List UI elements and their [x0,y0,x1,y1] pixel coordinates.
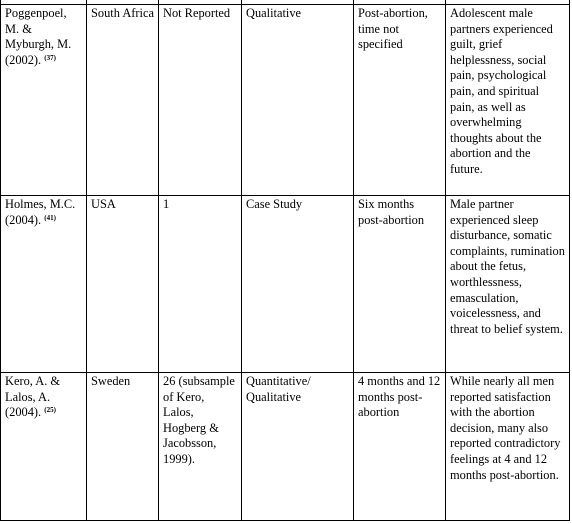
country-cell [87,373,159,521]
reference-number: (25) [44,406,56,415]
time-text: Post-abortion, time not specified [358,6,428,52]
findings-text: While nearly all men reported satisfaction with the abortion decision, many also reported contradictory feelings at 4 and 12 months post-abortion. [450,374,561,482]
findings-cell [446,196,570,373]
design-cell [242,196,354,373]
time-text: Six months post-abortion [358,197,425,227]
design-text: Case Study [246,197,303,211]
country-cell [87,5,159,196]
findings-text: Male partner experienced sleep disturbance, somatic complaints, rumination about the fetus, worthlessness, emasculation, voicelessness, and threat to belief system. [450,197,565,336]
sample-cell [159,196,242,373]
sample-cell [159,373,242,521]
sample-text: 1 [163,197,170,211]
time-cell [354,373,446,521]
findings-cell [446,373,570,521]
country-text: Sweden [91,374,131,388]
time-cell [354,5,446,196]
findings-cell [446,5,570,196]
country-text: USA [91,197,116,211]
country-cell [87,196,159,373]
design-text: Quantitative/ Qualitative [246,374,311,404]
findings-text: Adolescent male partners experienced guilt, grief helplessness, social pain, psychological pain, and spiritual pain, as well as overwhelming thoughts about the abortion and the future. [450,6,553,176]
reference-number: (41) [44,213,56,222]
study-cell [1,5,87,196]
time-cell [354,196,446,373]
country-text: South Africa [91,6,154,20]
study-citation: Holmes, M.C. (2004). [5,197,76,227]
table-row [1,5,570,196]
design-cell [242,5,354,196]
study-cell [1,373,87,521]
study-citation: Kero, A. & Lalos, A. (2004). [5,374,61,420]
study-cell [1,196,87,373]
time-text: 4 months and 12 months post-abortion [358,374,441,420]
sample-text: Not Reported [163,6,231,20]
study-citation: Poggenpoel, M. & Myburgh, M. (2002). [5,6,72,67]
table-row [1,196,570,373]
design-cell [242,373,354,521]
sample-text: 26 (subsample of Kero, Lalos, Hogberg & Jacobsson, 1999). [163,374,235,466]
table-row [1,373,570,521]
sample-cell [159,5,242,196]
design-text: Qualitative [246,6,302,20]
reference-number: (37) [44,53,56,62]
